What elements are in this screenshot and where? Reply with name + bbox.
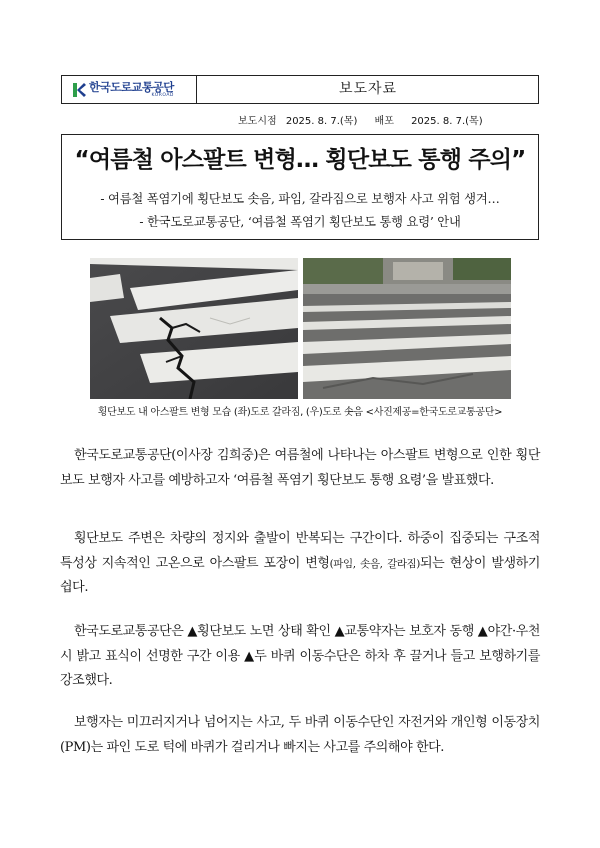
logo-korean: 한국도로교통공단 (89, 80, 174, 94)
dist-date: 2025. 8. 7.(목) (411, 116, 483, 127)
photo-raised-crosswalk (303, 258, 511, 399)
paragraph-2-small: (파임, 솟음, 갈라짐) (329, 557, 421, 570)
paragraph-1: 한국도로교통공단(이사장 김희중)은 여름철에 나타나는 아스팔트 변형으로 인한 횡단보도 보행자 사고를 예방하고자 ‘여름철 폭염기 횡단보도 통행 요령’을 발표했다. (60, 448, 540, 488)
paragraph-2-text-a: 횡단보도 주변은 차량의 정지와 출발이 반복되는 구간이다. 하중이 집중되는 구조적 특성상 지속적인 고온으로 아스팔트 포장이 변형 (60, 531, 540, 571)
koroad-logo-icon (72, 82, 86, 98)
photo-cracked-crosswalk (90, 258, 298, 399)
koroad-logo (72, 80, 174, 100)
paragraph-2-text-b: 되는 현상이 발생하기 쉽다. (60, 555, 540, 595)
logo-english: KOROAD (151, 93, 174, 98)
report-date-label: 보도시점 (238, 116, 277, 127)
doc-type-label: 보도자료 (338, 81, 398, 97)
subtitle-2: - 한국도로교통공단, ‘여름철 폭염기 횡단보도 통행 요령’ 안내 (139, 215, 461, 229)
headline: “여름철 아스팔트 변형… 횡단보도 통행 주의” (74, 147, 526, 173)
report-date: 2025. 8. 7.(목) (285, 116, 358, 127)
photo-caption: 횡단보도 내 아스팔트 변형 모습 (좌)도로 갈라짐, (우)도로 솟음 <사진제공=한국도로교통공단> (97, 407, 503, 418)
photo-right-image (303, 258, 511, 399)
photo-left-image (90, 258, 298, 399)
paragraph-2 (60, 527, 540, 601)
paragraph-3: 한국도로교통공단은 ▲횡단보도 노면 상태 확인 ▲교통약자는 보호자 동행 ▲야간·우천 시 밝고 표식이 선명한 구간 이용 ▲두 바퀴 이동수단은 하차 후 끌거나 들고 보행하기를 강조했다. (60, 624, 540, 688)
release-dates (238, 112, 489, 127)
dist-date-label: 배포 (374, 116, 394, 127)
paragraph-4: 보행자는 미끄러지거나 넘어지는 사고, 두 바퀴 이동수단인 자전거와 개인형 이동장치(PM)는 파인 도로 턱에 바퀴가 걸리거나 빠지는 사고를 주의해야 한다. (60, 715, 540, 755)
subtitle-1: - 여름철 폭염기에 횡단보도 솟음, 파임, 갈라짐으로 보행자 사고 위험 생겨… (100, 192, 500, 206)
